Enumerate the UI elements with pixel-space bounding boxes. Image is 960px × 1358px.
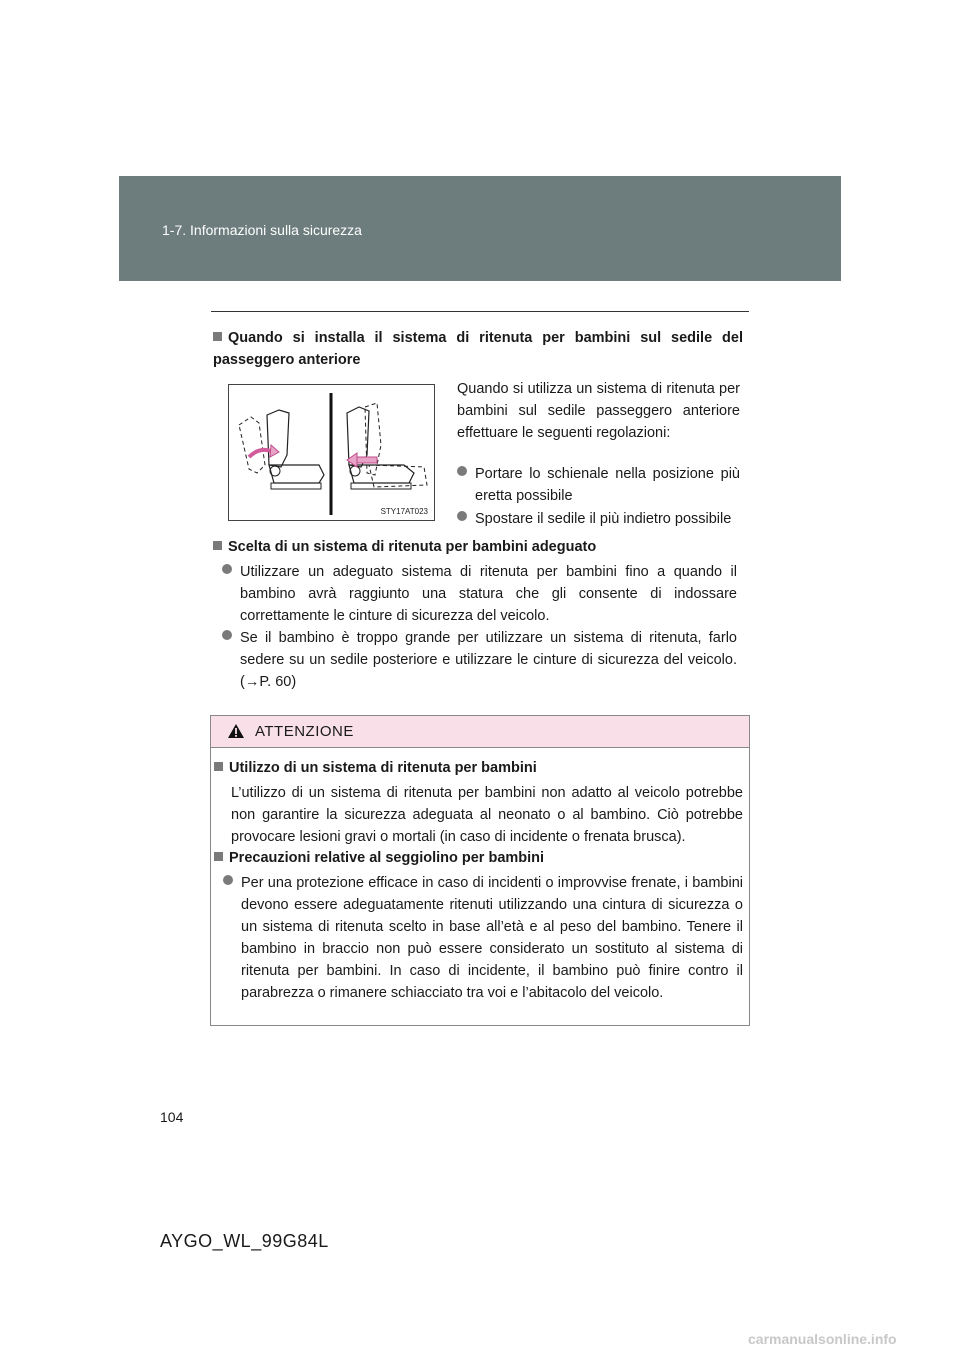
figure-code: STY17AT023	[380, 507, 428, 516]
list-item	[223, 872, 743, 1004]
square-bullet-icon	[213, 541, 222, 550]
page-number: 104	[160, 1109, 184, 1125]
bullet-dot-icon	[457, 466, 467, 476]
bullet-dot-icon	[457, 511, 467, 521]
list-item-text: Per una protezione efficace in caso di incidenti o improvvise frenate, i bambini devono essere adeguatamente ritenuti utilizzando una cintura di sicurezza o un sistema di ritenuta scelto in base all’età e al peso del bambino. Tenere il bambino in braccio non può essere considerato un sostituto al sistema di ritenuta per bambini. In caso di incidente, il bambino può finire contro il parabrezza o rimanere schiacciato tra voi e l’abitacolo del veicolo.	[241, 875, 743, 1001]
warning-item1-heading-text: Utilizzo di un sistema di ritenuta per bambini	[229, 760, 537, 776]
list-item-text: Se il bambino è troppo grande per utilizzare un sistema di ritenuta, farlo sedere su un sedile posteriore e utilizzare le cinture di sicurezza del veicolo. (→P. 60)	[240, 630, 737, 690]
list-item-text: Portare lo schienale nella posizione più eretta possibile	[475, 466, 740, 504]
warning-triangle-icon	[227, 723, 245, 739]
bullet-dot-icon	[223, 875, 233, 885]
seat-adjustment-figure	[228, 384, 435, 521]
square-bullet-icon	[213, 332, 222, 341]
divider	[211, 311, 749, 312]
list-item	[457, 463, 740, 507]
bullet-dot-icon	[222, 630, 232, 640]
warning-item2-heading	[214, 847, 744, 869]
warning-box	[210, 715, 750, 1026]
section2-heading-text: Scelta di un sistema di ritenuta per bambini adeguato	[228, 539, 597, 555]
bullet-dot-icon	[222, 564, 232, 574]
list-item-text: Spostare il sedile il più indietro possibile	[475, 511, 732, 527]
section1-intro: Quando si utilizza un sistema di ritenuta per bambini sul sedile passeggero anteriore effettuare le seguenti regolazioni:	[457, 381, 740, 441]
list-item	[222, 561, 737, 627]
warning-header	[211, 716, 749, 748]
section1-heading-text: Quando si installa il sistema di ritenuta per bambini sul sedile del passeggero anteriore	[213, 330, 743, 368]
warning-item2-heading-text: Precauzioni relative al seggiolino per bambini	[229, 850, 545, 866]
warning-item1-heading	[214, 757, 744, 779]
square-bullet-icon	[214, 852, 223, 861]
list-item	[457, 508, 747, 530]
list-item-text: Utilizzare un adeguato sistema di ritenuta per bambini fino a quando il bambino avrà raggiunto una statura che gli consente di indossare correttamente le cinture di sicurezza del veicolo.	[240, 564, 737, 624]
seat-illustration	[229, 385, 434, 520]
footer-watermark: carmanualsonline.info	[748, 1331, 897, 1347]
list-item	[222, 627, 737, 693]
warning-title: ATTENZIONE	[255, 723, 354, 740]
section1-heading	[213, 327, 743, 371]
square-bullet-icon	[214, 762, 223, 771]
document-id: AYGO_WL_99G84L	[160, 1231, 329, 1251]
section2-heading	[213, 536, 743, 558]
warning-item1-text: L’utilizzo di un sistema di ritenuta per bambini non adatto al veicolo potrebbe non garantire la sicurezza adeguata al neonato o al bambino. Ciò potrebbe provocare lesioni gravi o mortali (in caso di incidente o frenata brusca).	[231, 785, 743, 845]
section-title: 1-7. Informazioni sulla sicurezza	[162, 222, 362, 238]
section-header-bar	[119, 176, 841, 281]
